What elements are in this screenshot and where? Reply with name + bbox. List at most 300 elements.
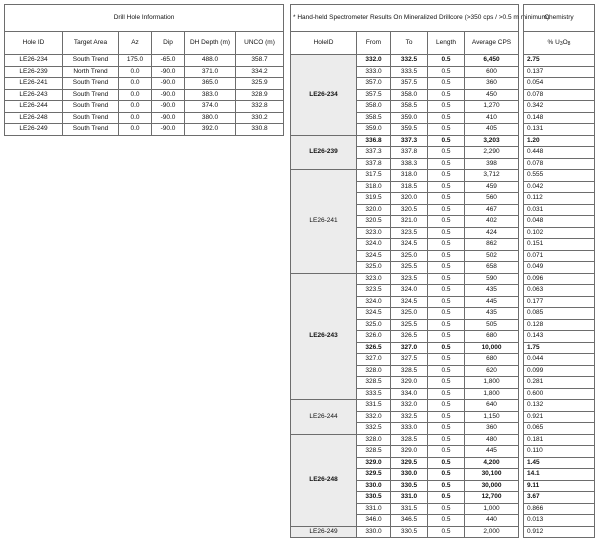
from-value: 332.5 <box>357 423 391 435</box>
to-value: 359.0 <box>391 112 428 124</box>
length-value: 0.5 <box>428 492 465 504</box>
u3o8-value: 0.063 <box>524 285 595 297</box>
drill-target-area: South Trend <box>63 89 119 101</box>
drill-hole-id: LE26-243 <box>5 89 63 101</box>
drill-dip: -90.0 <box>152 124 185 136</box>
length-value: 0.5 <box>428 400 465 412</box>
to-value: 337.8 <box>391 147 428 159</box>
cps-value: 360 <box>465 78 519 90</box>
from-value: 357.5 <box>357 89 391 101</box>
cps-value: 1,800 <box>465 388 519 400</box>
col-u3o8 <box>524 32 595 55</box>
u3o8-value: 0.866 <box>524 503 595 515</box>
spec-hole-id: LE26-249 <box>291 526 357 538</box>
table-row <box>524 158 595 170</box>
to-value: 328.5 <box>391 365 428 377</box>
cps-value: 30,000 <box>465 480 519 492</box>
length-value: 0.5 <box>428 446 465 458</box>
table-row <box>524 319 595 331</box>
from-value: 359.0 <box>357 124 391 136</box>
u3o8-value: 0.065 <box>524 423 595 435</box>
table-row <box>524 377 595 389</box>
table-row <box>524 365 595 377</box>
table-row <box>524 170 595 182</box>
drill-az: 0.0 <box>119 89 152 101</box>
from-value: 357.0 <box>357 78 391 90</box>
drill-unco: 325.9 <box>236 78 284 90</box>
table-row <box>524 101 595 113</box>
from-value: 328.0 <box>357 434 391 446</box>
drill-dip: -90.0 <box>152 78 185 90</box>
from-value: 325.0 <box>357 262 391 274</box>
cps-value: 424 <box>465 227 519 239</box>
table-row <box>524 135 595 147</box>
from-value: 346.0 <box>357 515 391 527</box>
table-row <box>524 423 595 435</box>
drill-dip: -90.0 <box>152 89 185 101</box>
length-value: 0.5 <box>428 388 465 400</box>
length-value: 0.5 <box>428 112 465 124</box>
drill-target-area: South Trend <box>63 112 119 124</box>
cps-value: 445 <box>465 296 519 308</box>
table-row <box>291 526 519 538</box>
cps-value: 30,100 <box>465 469 519 481</box>
to-value: 332.5 <box>391 55 428 67</box>
u3o8-prefix: % U <box>547 38 560 46</box>
drill-unco: 358.7 <box>236 55 284 67</box>
to-value: 359.5 <box>391 124 428 136</box>
to-value: 329.0 <box>391 377 428 389</box>
cps-value: 505 <box>465 319 519 331</box>
drill-unco: 330.8 <box>236 124 284 136</box>
to-value: 330.0 <box>391 469 428 481</box>
table-row <box>524 388 595 400</box>
to-value: 320.0 <box>391 193 428 205</box>
to-value: 324.0 <box>391 285 428 297</box>
table-row <box>524 112 595 124</box>
table-row <box>524 216 595 228</box>
u3o8-value: 0.912 <box>524 526 595 538</box>
spec-hole-id: LE26-241 <box>291 170 357 274</box>
to-value: 321.0 <box>391 216 428 228</box>
table-row <box>524 492 595 504</box>
length-value: 0.5 <box>428 515 465 527</box>
to-value: 346.5 <box>391 515 428 527</box>
length-value: 0.5 <box>428 377 465 389</box>
table-row <box>524 411 595 423</box>
to-value: 332.5 <box>391 411 428 423</box>
table-row <box>291 135 519 147</box>
drill-dip: -90.0 <box>152 101 185 113</box>
drill-target-area: South Trend <box>63 101 119 113</box>
u3o8-value: 0.448 <box>524 147 595 159</box>
from-value: 320.5 <box>357 216 391 228</box>
length-value: 0.5 <box>428 101 465 113</box>
to-value: 324.5 <box>391 239 428 251</box>
col-hole-id: Hole ID <box>5 32 63 55</box>
to-value: 332.0 <box>391 400 428 412</box>
length-value: 0.5 <box>428 354 465 366</box>
drill-dh-depth: 374.0 <box>185 101 236 113</box>
from-value: 325.0 <box>357 319 391 331</box>
table-row <box>524 446 595 458</box>
col-average-cps: Average CPS <box>465 32 519 55</box>
length-value: 0.5 <box>428 526 465 538</box>
from-value: 332.0 <box>357 55 391 67</box>
to-value: 325.0 <box>391 308 428 320</box>
cps-value: 640 <box>465 400 519 412</box>
u3o8-value: 0.555 <box>524 170 595 182</box>
cps-value: 1,150 <box>465 411 519 423</box>
to-value: 325.0 <box>391 250 428 262</box>
table-row <box>524 204 595 216</box>
to-value: 331.0 <box>391 492 428 504</box>
to-value: 318.0 <box>391 170 428 182</box>
table-row <box>524 331 595 343</box>
table-row <box>524 469 595 481</box>
from-value: 327.0 <box>357 354 391 366</box>
cps-value: 1,800 <box>465 377 519 389</box>
table-row <box>291 434 519 446</box>
from-value: 324.0 <box>357 296 391 308</box>
u3o8-value: 0.102 <box>524 227 595 239</box>
u3o8-sub-3: 3 <box>559 40 563 47</box>
from-value: 319.5 <box>357 193 391 205</box>
length-value: 0.5 <box>428 124 465 136</box>
u3o8-value: 0.071 <box>524 250 595 262</box>
col-target-area: Target Area <box>63 32 119 55</box>
from-value: 329.0 <box>357 457 391 469</box>
from-value: 324.0 <box>357 239 391 251</box>
u3o8-value: 1.45 <box>524 457 595 469</box>
from-value: 320.0 <box>357 204 391 216</box>
u3o8-value: 0.281 <box>524 377 595 389</box>
drill-dh-depth: 392.0 <box>185 124 236 136</box>
drill-dh-depth: 383.0 <box>185 89 236 101</box>
from-value: 329.5 <box>357 469 391 481</box>
drill-hole-table <box>4 4 284 136</box>
cps-value: 3,712 <box>465 170 519 182</box>
cps-value: 405 <box>465 124 519 136</box>
cps-value: 1,270 <box>465 101 519 113</box>
to-value: 327.0 <box>391 342 428 354</box>
drill-target-area: North Trend <box>63 66 119 78</box>
table-row <box>524 285 595 297</box>
col-unco: UNCO (m) <box>236 32 284 55</box>
spec-hole-id: LE26-239 <box>291 135 357 170</box>
to-value: 334.0 <box>391 388 428 400</box>
table-row <box>291 55 519 67</box>
from-value: 336.8 <box>357 135 391 147</box>
length-value: 0.5 <box>428 135 465 147</box>
length-value: 0.5 <box>428 365 465 377</box>
length-value: 0.5 <box>428 78 465 90</box>
to-value: 325.5 <box>391 262 428 274</box>
drill-dh-depth: 380.0 <box>185 112 236 124</box>
u3o8-value: 2.75 <box>524 55 595 67</box>
table-row <box>524 400 595 412</box>
length-value: 0.5 <box>428 319 465 331</box>
drill-target-area: South Trend <box>63 124 119 136</box>
from-value: 358.0 <box>357 101 391 113</box>
u3o8-value: 3.67 <box>524 492 595 504</box>
from-value: 324.5 <box>357 250 391 262</box>
to-value: 326.5 <box>391 331 428 343</box>
u3o8-value: 0.151 <box>524 239 595 251</box>
drill-hole-id: LE26-241 <box>5 78 63 90</box>
from-value: 323.0 <box>357 273 391 285</box>
table-row <box>524 503 595 515</box>
u3o8-value: 0.600 <box>524 388 595 400</box>
cps-value: 467 <box>465 204 519 216</box>
from-value: 323.5 <box>357 285 391 297</box>
drill-unco: 332.8 <box>236 101 284 113</box>
cps-value: 2,290 <box>465 147 519 159</box>
length-value: 0.5 <box>428 331 465 343</box>
length-value: 0.5 <box>428 469 465 481</box>
u3o8-value: 0.078 <box>524 89 595 101</box>
u3o8-value: 0.137 <box>524 66 595 78</box>
length-value: 0.5 <box>428 273 465 285</box>
u3o8-value: 0.044 <box>524 354 595 366</box>
from-value: 326.0 <box>357 331 391 343</box>
table-row <box>524 515 595 527</box>
u3o8-value: 0.132 <box>524 400 595 412</box>
from-value: 323.0 <box>357 227 391 239</box>
cps-value: 435 <box>465 285 519 297</box>
col-az: Az <box>119 32 152 55</box>
to-value: 323.5 <box>391 273 428 285</box>
to-value: 333.0 <box>391 423 428 435</box>
cps-value: 459 <box>465 181 519 193</box>
cps-value: 445 <box>465 446 519 458</box>
cps-value: 680 <box>465 354 519 366</box>
cps-value: 450 <box>465 89 519 101</box>
from-value: 358.5 <box>357 112 391 124</box>
cps-value: 435 <box>465 308 519 320</box>
drill-az: 0.0 <box>119 78 152 90</box>
u3o8-value: 1.75 <box>524 342 595 354</box>
u3o8-value: 0.177 <box>524 296 595 308</box>
cps-value: 410 <box>465 112 519 124</box>
from-value: 333.5 <box>357 388 391 400</box>
to-value: 330.5 <box>391 480 428 492</box>
cps-value: 620 <box>465 365 519 377</box>
u3o8-value: 0.048 <box>524 216 595 228</box>
length-value: 0.5 <box>428 227 465 239</box>
u3o8-value: 0.049 <box>524 262 595 274</box>
u3o8-value: 0.131 <box>524 124 595 136</box>
u3o8-value: 0.342 <box>524 101 595 113</box>
table-row <box>524 239 595 251</box>
from-value: 331.0 <box>357 503 391 515</box>
length-value: 0.5 <box>428 503 465 515</box>
drill-dip: -90.0 <box>152 66 185 78</box>
drill-unco: 328.9 <box>236 89 284 101</box>
u3o8-value: 0.181 <box>524 434 595 446</box>
u3o8-value: 0.078 <box>524 158 595 170</box>
length-value: 0.5 <box>428 170 465 182</box>
drill-hole-id: LE26-239 <box>5 66 63 78</box>
to-value: 330.5 <box>391 526 428 538</box>
length-value: 0.5 <box>428 89 465 101</box>
to-value: 323.5 <box>391 227 428 239</box>
table-row <box>524 526 595 538</box>
table-row <box>524 250 595 262</box>
chemistry-table <box>523 4 595 538</box>
to-value: 333.5 <box>391 66 428 78</box>
drill-target-area: South Trend <box>63 78 119 90</box>
u3o8-value: 0.128 <box>524 319 595 331</box>
table-row <box>524 55 595 67</box>
to-value: 358.0 <box>391 89 428 101</box>
cps-value: 360 <box>465 423 519 435</box>
u3o8-value: 0.085 <box>524 308 595 320</box>
from-value: 330.5 <box>357 492 391 504</box>
spec-hole-id: LE26-244 <box>291 400 357 435</box>
table-row <box>524 124 595 136</box>
table-row <box>524 78 595 90</box>
u3o8-value: 0.031 <box>524 204 595 216</box>
length-value: 0.5 <box>428 457 465 469</box>
cps-value: 502 <box>465 250 519 262</box>
drill-az: 0.0 <box>119 124 152 136</box>
from-value: 328.5 <box>357 377 391 389</box>
table-row <box>524 434 595 446</box>
cps-value: 862 <box>465 239 519 251</box>
col-dip: Dip <box>152 32 185 55</box>
drill-hole-id: LE26-249 <box>5 124 63 136</box>
from-value: 328.0 <box>357 365 391 377</box>
table-row <box>291 273 519 285</box>
to-value: 318.5 <box>391 181 428 193</box>
to-value: 357.5 <box>391 78 428 90</box>
length-value: 0.5 <box>428 181 465 193</box>
u3o8-value: 0.054 <box>524 78 595 90</box>
cps-value: 6,450 <box>465 55 519 67</box>
from-value: 337.8 <box>357 158 391 170</box>
cps-value: 590 <box>465 273 519 285</box>
length-value: 0.5 <box>428 147 465 159</box>
col-from: From <box>357 32 391 55</box>
spec-hole-id: LE26-234 <box>291 55 357 136</box>
table-row <box>524 193 595 205</box>
drill-az: 0.0 <box>119 66 152 78</box>
cps-value: 4,200 <box>465 457 519 469</box>
length-value: 0.5 <box>428 411 465 423</box>
u3o8-value: 0.110 <box>524 446 595 458</box>
drill-title: Drill Hole Information <box>5 5 284 32</box>
to-value: 327.5 <box>391 354 428 366</box>
table-row <box>524 308 595 320</box>
length-value: 0.5 <box>428 262 465 274</box>
spec-hole-id: LE26-248 <box>291 434 357 526</box>
drill-az: 175.0 <box>119 55 152 67</box>
drill-hole-id: LE26-248 <box>5 112 63 124</box>
u3o8-value: 0.042 <box>524 181 595 193</box>
cps-value: 398 <box>465 158 519 170</box>
length-value: 0.5 <box>428 423 465 435</box>
u3o8-value: 14.1 <box>524 469 595 481</box>
from-value: 331.5 <box>357 400 391 412</box>
drill-dh-depth: 371.0 <box>185 66 236 78</box>
u3o8-mid: O <box>562 38 568 46</box>
drill-hole-id: LE26-244 <box>5 101 63 113</box>
table-row <box>524 457 595 469</box>
length-value: 0.5 <box>428 342 465 354</box>
cps-value: 10,000 <box>465 342 519 354</box>
to-value: 328.5 <box>391 434 428 446</box>
u3o8-value: 0.112 <box>524 193 595 205</box>
drill-row <box>5 124 284 136</box>
from-value: 324.5 <box>357 308 391 320</box>
cps-value: 1,000 <box>465 503 519 515</box>
to-value: 337.3 <box>391 135 428 147</box>
col-to: To <box>391 32 428 55</box>
length-value: 0.5 <box>428 158 465 170</box>
u3o8-sub-8: 8 <box>567 40 571 47</box>
table-row <box>524 66 595 78</box>
length-value: 0.5 <box>428 250 465 262</box>
u3o8-value: 0.148 <box>524 112 595 124</box>
drill-unco: 330.2 <box>236 112 284 124</box>
to-value: 331.5 <box>391 503 428 515</box>
drill-target-area: South Trend <box>63 55 119 67</box>
drill-unco: 334.2 <box>236 66 284 78</box>
length-value: 0.5 <box>428 285 465 297</box>
to-value: 329.0 <box>391 446 428 458</box>
u3o8-value: 0.096 <box>524 273 595 285</box>
from-value: 318.0 <box>357 181 391 193</box>
col-length: Length <box>428 32 465 55</box>
table-row <box>524 354 595 366</box>
table-row <box>524 89 595 101</box>
u3o8-value: 0.099 <box>524 365 595 377</box>
cps-value: 560 <box>465 193 519 205</box>
cps-value: 3,203 <box>465 135 519 147</box>
from-value: 333.0 <box>357 66 391 78</box>
drill-az: 0.0 <box>119 112 152 124</box>
u3o8-value: 1.20 <box>524 135 595 147</box>
col-holeid: HoleID <box>291 32 357 55</box>
length-value: 0.5 <box>428 296 465 308</box>
spec-hole-id: LE26-243 <box>291 273 357 400</box>
cps-value: 12,700 <box>465 492 519 504</box>
table-row <box>524 262 595 274</box>
drill-az: 0.0 <box>119 101 152 113</box>
length-value: 0.5 <box>428 239 465 251</box>
spec-title: * Hand-held Spectrometer Results On Mineralized Drillcore (>350 cps / >0.5 m minimum) <box>291 5 519 32</box>
cps-value: 2,000 <box>465 526 519 538</box>
length-value: 0.5 <box>428 204 465 216</box>
drill-dip: -90.0 <box>152 112 185 124</box>
to-value: 338.3 <box>391 158 428 170</box>
length-value: 0.5 <box>428 193 465 205</box>
chem-title: Chemistry <box>524 5 595 32</box>
drill-dip: -65.0 <box>152 55 185 67</box>
to-value: 358.5 <box>391 101 428 113</box>
from-value: 328.5 <box>357 446 391 458</box>
u3o8-value: 9.11 <box>524 480 595 492</box>
from-value: 332.0 <box>357 411 391 423</box>
drill-hole-id: LE26-234 <box>5 55 63 67</box>
u3o8-value: 0.143 <box>524 331 595 343</box>
to-value: 320.5 <box>391 204 428 216</box>
table-row <box>524 227 595 239</box>
table-row <box>291 400 519 412</box>
u3o8-value: 0.013 <box>524 515 595 527</box>
from-value: 317.5 <box>357 170 391 182</box>
